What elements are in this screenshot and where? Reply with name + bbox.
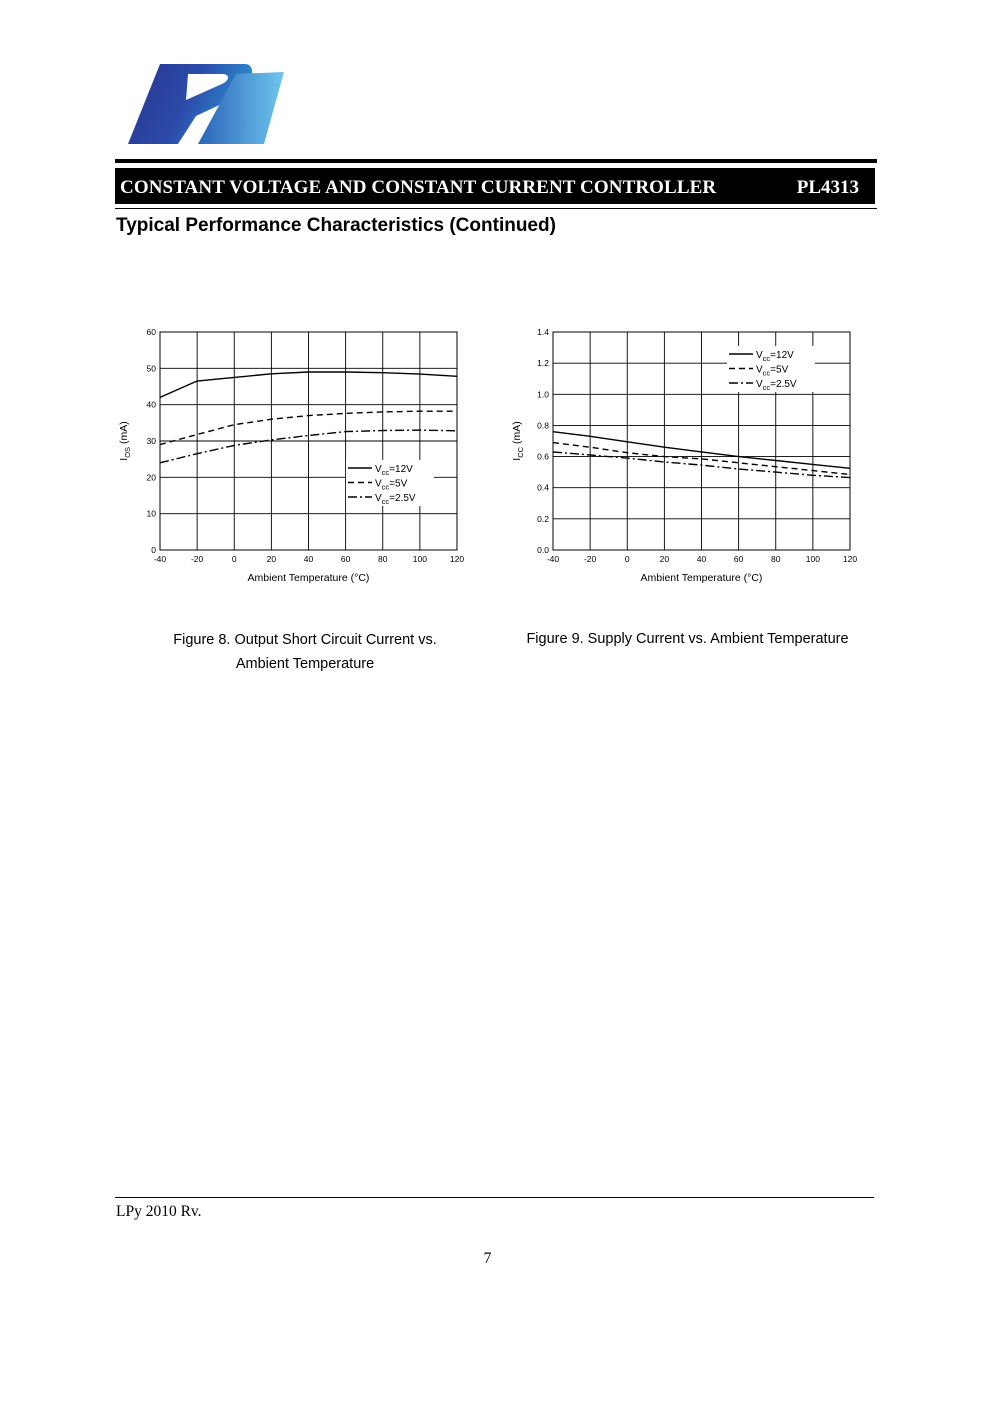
legend-label: $V_{cc}=5V$ [756, 364, 789, 378]
x-tick-label: 0 [624, 554, 630, 564]
figure-8-caption [150, 628, 460, 676]
x-tick-label: 60 [340, 554, 351, 564]
header-rule-thick [115, 159, 877, 163]
figure-8-caption-line2: Ambient Temperature [235, 656, 375, 672]
figure-9-chart [503, 322, 873, 592]
y-tick-label: 1.4 [537, 327, 549, 337]
company-logo-icon [126, 60, 286, 148]
x-tick-label: 40 [303, 554, 314, 564]
page-number: 7 [483, 1250, 492, 1267]
y-tick-label: 0 [151, 545, 156, 555]
legend-label: $V_{cc}=2.5V$ [756, 379, 797, 392]
y-tick-label: 40 [146, 399, 156, 410]
x-tick-label: -20 [190, 554, 204, 564]
y-tick-label: 50 [146, 363, 156, 374]
x-tick-label: 100 [805, 554, 820, 564]
figure-8-chart-svg [110, 322, 480, 592]
x-tick-label: 120 [449, 554, 465, 564]
y-tick-label: 0.0 [537, 545, 549, 555]
y-tick-label: 30 [146, 436, 156, 446]
x-tick-label: 120 [842, 554, 858, 564]
footer-rule [115, 1197, 874, 1198]
part-number: PL4313 [796, 177, 859, 198]
figure-9-caption [505, 627, 870, 651]
x-tick-label: 60 [733, 554, 744, 564]
x-axis-label: Ambient Temperature (°C) [640, 572, 763, 584]
x-tick-label: 20 [266, 554, 277, 564]
x-tick-label: -20 [583, 554, 597, 564]
y-axis-label: $I_{CC}$ (mA) [511, 421, 525, 461]
document-title-bar [115, 168, 875, 204]
x-tick-label: 80 [771, 554, 781, 564]
legend-label: $V_{cc}=12V$ [375, 464, 413, 477]
figure-8-caption-line1: Figure 8. Output Short Circuit Current vs. [173, 632, 437, 648]
figure-9-caption-line1: Figure 9. Supply Current vs. Ambient Temperature [526, 631, 849, 647]
y-tick-label: 1.0 [537, 389, 549, 400]
section-title: Typical Performance Characteristics (Continued) [116, 215, 556, 236]
legend-label: $V_{cc}=12V$ [756, 350, 794, 363]
x-axis-label: Ambient Temperature (°C) [247, 572, 370, 584]
x-tick-label: -40 [153, 554, 167, 564]
y-tick-label: 0.6 [537, 451, 549, 462]
x-tick-label: 20 [659, 554, 670, 564]
footer-revision: LPy 2010 Rv. [116, 1203, 202, 1220]
y-tick-label: 20 [146, 472, 156, 483]
y-tick-label: 10 [146, 508, 156, 519]
y-axis-label: $I_{OS}$ (mA) [118, 421, 132, 461]
x-tick-label: 40 [696, 554, 707, 564]
y-tick-label: 60 [146, 327, 156, 337]
y-tick-label: 0.4 [537, 482, 549, 493]
y-tick-label: 0.8 [537, 420, 549, 431]
x-tick-label: 100 [412, 554, 427, 564]
document-title: CONSTANT VOLTAGE AND CONSTANT CURRENT CONTROLLER [120, 177, 717, 198]
legend-label: $V_{cc}=2.5V$ [375, 493, 416, 506]
company-logo [126, 60, 286, 148]
x-tick-label: -40 [546, 554, 560, 564]
figure-9-chart-svg [503, 322, 873, 592]
header-rule-thin [115, 208, 877, 209]
legend-label: $V_{cc}=5V$ [375, 478, 408, 492]
x-tick-label: 80 [378, 554, 388, 564]
y-tick-label: 0.2 [537, 513, 549, 524]
figure-8-chart [110, 322, 480, 592]
y-tick-label: 1.2 [537, 358, 549, 369]
x-tick-label: 0 [231, 554, 237, 564]
